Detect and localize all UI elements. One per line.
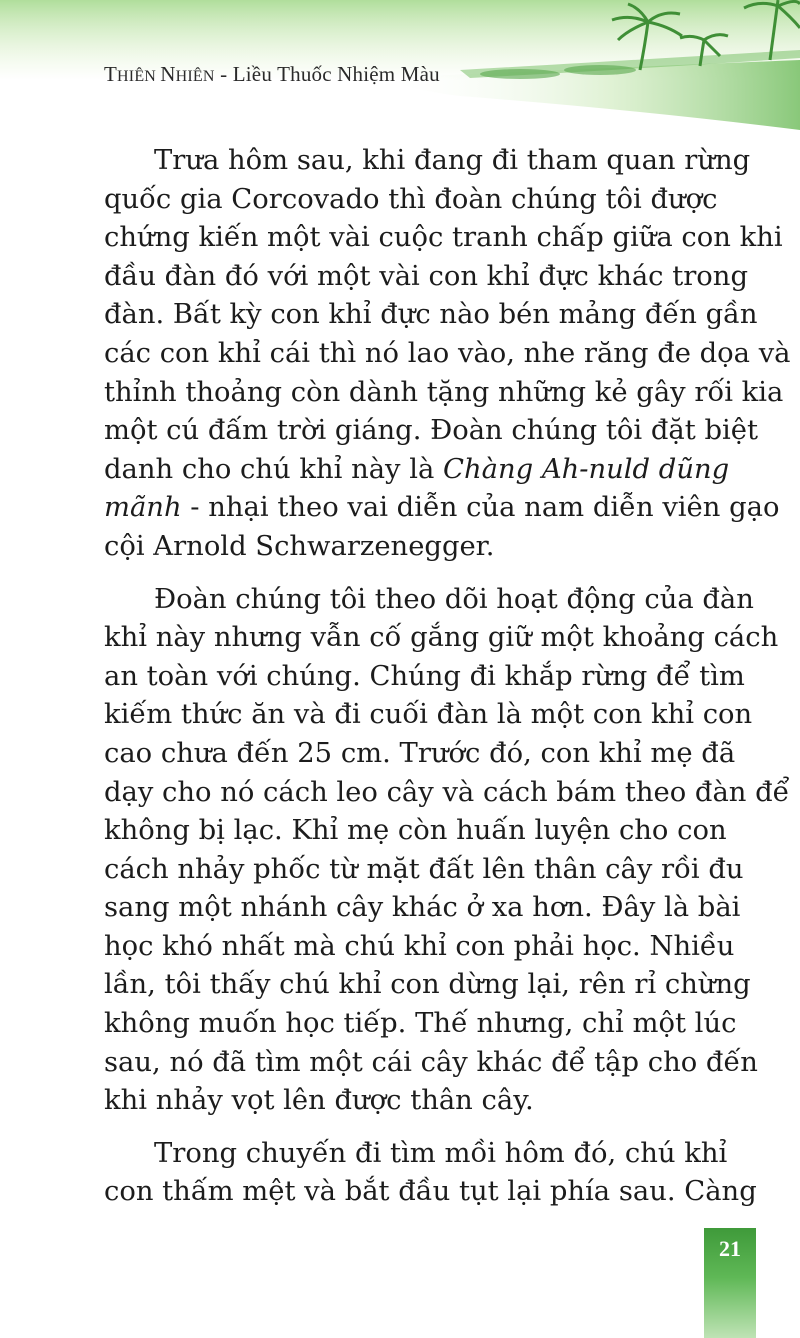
text-line: cội Arnold Schwarzenegger. bbox=[104, 530, 495, 562]
text-line: Trưa hôm sau, khi đang đi tham quan rừng bbox=[154, 145, 751, 176]
italic-nickname: Chàng Ah-nuld dũng bbox=[443, 453, 730, 485]
text-line: chứng kiến một vài cuộc tranh chấp giữa con khi bbox=[104, 222, 783, 254]
italic-nickname: mãnh bbox=[104, 492, 182, 524]
text-line: danh cho chú khỉ này là Chàng Ah-nuld dũng bbox=[104, 453, 730, 485]
text-line: cao chưa đến 25 cm. Trước đó, con khỉ mẹ đã bbox=[104, 737, 736, 769]
text-line: học khó nhất mà chú khỉ con phải học. Nhiều bbox=[104, 930, 735, 962]
text-line: khi nhảy vọt lên được thân cây. bbox=[104, 1085, 534, 1117]
page-number-badge bbox=[704, 1228, 756, 1338]
text-line: đàn. Bất kỳ con khỉ đực nào bén mảng đến gần bbox=[104, 299, 758, 331]
text-line: thỉnh thoảng còn dành tặng những kẻ gây rối kia bbox=[104, 376, 784, 408]
text-line: an toàn với chúng. Chúng đi khắp rừng để tìm bbox=[104, 660, 745, 692]
text-line: không bị lạc. Khỉ mẹ còn huấn luyện cho con bbox=[104, 815, 727, 847]
text-line: không muốn học tiếp. Thế nhưng, chỉ một lúc bbox=[104, 1008, 737, 1040]
text-line: mãnh - nhại theo vai diễn của nam diễn viên gạo bbox=[104, 492, 780, 524]
running-header-title: THIÊN NHIÊN - Liều Thuốc Nhiệm Màu bbox=[104, 62, 440, 86]
paragraph-2 bbox=[104, 581, 790, 1121]
text-line: đầu đàn đó với một vài con khỉ đực khác trong bbox=[104, 260, 748, 292]
text-line: một cú đấm trời giáng. Đoàn chúng tôi đặt biệt bbox=[104, 415, 758, 447]
text-line: sau, nó đã tìm một cái cây khác để tập cho đến bbox=[104, 1046, 758, 1078]
paragraph-3 bbox=[104, 1135, 757, 1212]
text-line: con thấm mệt và bắt đầu tụt lại phía sau. Càng bbox=[104, 1176, 757, 1208]
paragraph-1 bbox=[104, 142, 791, 567]
text-line: sang một nhánh cây khác ở xa hơn. Đây là bài bbox=[104, 892, 741, 924]
page-number: 21 bbox=[719, 1236, 741, 1261]
text-line: các con khỉ cái thì nó lao vào, nhe răng đe dọa và bbox=[104, 337, 791, 369]
text-line: Trong chuyến đi tìm mồi hôm đó, chú khỉ bbox=[154, 1137, 728, 1169]
body-text bbox=[104, 142, 791, 1226]
text-line: dạy cho nó cách leo cây và cách bám theo đàn để bbox=[104, 776, 790, 808]
text-line: kiếm thức ăn và đi cuối đàn là một con khỉ con bbox=[104, 699, 753, 731]
text-line: quốc gia Corcovado thì đoàn chúng tôi được bbox=[104, 183, 718, 215]
text-line: lần, tôi thấy chú khỉ con dừng lại, rên rỉ chừng bbox=[104, 969, 751, 1001]
text-line: Đoàn chúng tôi theo dõi hoạt động của đàn bbox=[154, 583, 754, 615]
text-line: khỉ này nhưng vẫn cố gắng giữ một khoảng cách bbox=[104, 622, 779, 654]
text-line: cách nhảy phốc từ mặt đất lên thân cây rồi đu bbox=[104, 853, 744, 885]
header-decoration bbox=[0, 0, 800, 160]
